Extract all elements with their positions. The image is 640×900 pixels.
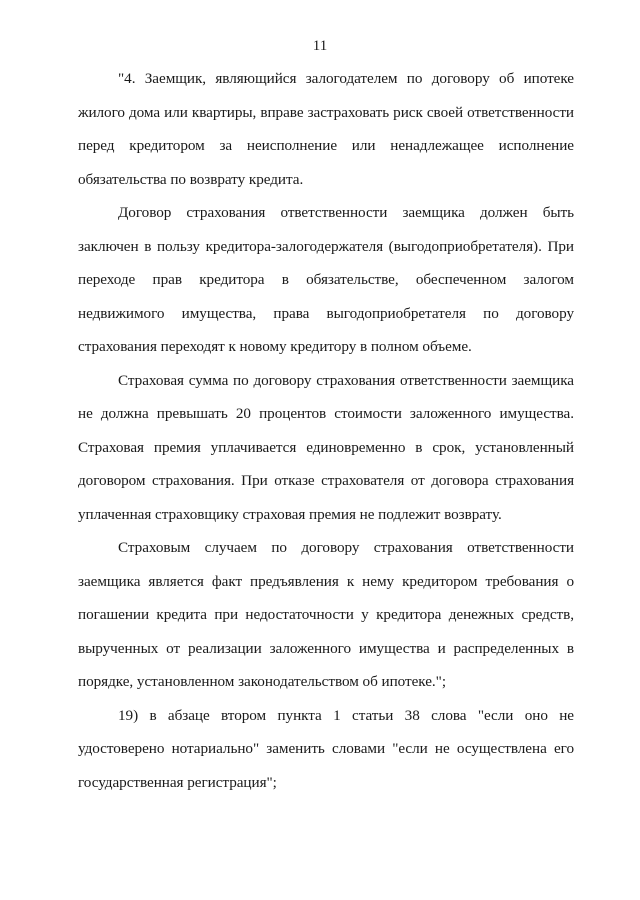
page-number: 11 [312, 38, 328, 54]
paragraph-insured-event: Страховым случаем по договору страхования ответственности заемщика является факт предъявления к нему кредитором требования о погашении кредита при недостаточности у кредитора денежных средств, вырученных от реализации заложенного имущества и распределенных в порядке, установленном законодательством об ипотеке."; [78, 539, 574, 690]
paragraph-insurance-contract: Договор страхования ответственности заемщика должен быть заключен в пользу кредитора-залогодержателя (выгодоприобретателя). При переходе прав кредитора в обязательстве, обеспеченном залогом недвижимого имущества, права выгодоприобретателя по договору страхования переходят к новому кредитору в полном объеме. [78, 204, 574, 355]
paragraph-insured-sum: Страховая сумма по договору страхования ответственности заемщика не должна превышать 20 процентов стоимости заложенного имущества. Страховая премия уплачивается единовременно в срок, установленный договором страхования. При отказе страхователя от договора страхования уплаченная страховщику страховая премия не подлежит возврату. [78, 371, 574, 523]
document-body [78, 62, 574, 799]
paragraph-borrower-right: "4. Заемщик, являющийся залогодателем по договору об ипотеке жилого дома или квартиры, вправе застраховать риск своей ответственности перед кредитором за неисполнение или ненадлежащее исполнение обязательства по возврату кредита. [78, 70, 574, 188]
paragraph-amendment-19: 19) в абзаце втором пункта 1 статьи 38 слова "если оно не удостоверено нотариально" заменить словами "если не осуществлена его государственная регистрация"; [78, 706, 574, 791]
